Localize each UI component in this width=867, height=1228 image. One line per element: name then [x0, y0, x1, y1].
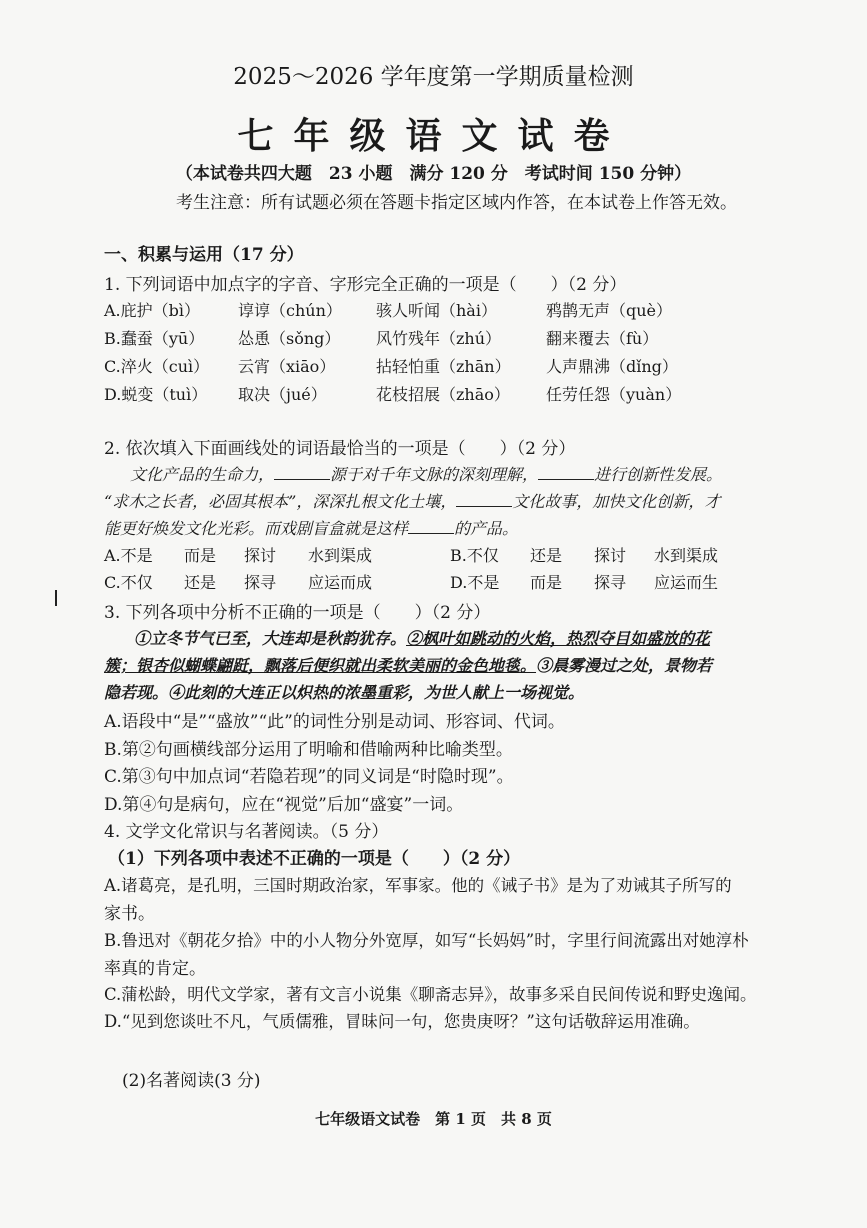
q1-b-1: B.蠢蚕（yū）	[104, 329, 205, 348]
blank-line	[538, 478, 594, 480]
q2-passage-line-3	[104, 516, 518, 539]
opt-word: C.不仅	[104, 573, 153, 592]
q2-text: 能更好焕发文化光彩。而戏剧盲盒就是这样	[104, 519, 409, 538]
q1-d-4: 任劳任怨（yuàn）	[546, 385, 682, 404]
opt-word: D.不是	[450, 573, 500, 592]
q1-d-2: 取决（jué）	[238, 385, 327, 404]
blank-line	[408, 532, 454, 534]
q2-text: 文化产品的生命力，	[130, 465, 275, 484]
section-1-title: 一、积累与运用（17 分）	[104, 245, 304, 265]
q4-option-c: C.蒲松龄，明代文学家，著有文言小说集《聊斋志异》，故事多采自民间传说和野史逸闻。	[104, 985, 757, 1004]
q1-c-3: 拈轻怕重（zhān）	[376, 357, 511, 376]
q1-b-3: 风竹残年（zhú）	[376, 329, 502, 348]
q2-text: “求木之长者，必固其根本”，深深扎根文化土壤，	[104, 492, 457, 511]
q1-b-2: 怂恿（sǒng）	[238, 329, 341, 348]
q3-stem: 3. 下列各项中分析不正确的一项是（ ）（2 分）	[104, 603, 491, 623]
opt-word: 探讨	[594, 546, 627, 565]
q4-sub1-stem: （1）下列各项中表述不正确的一项是（ ）（2 分）	[108, 849, 521, 869]
opt-word: 应运而成	[308, 573, 373, 592]
exam-year-heading: 2025～2026 学年度第一学期质量检测	[233, 64, 634, 90]
q1-b-4: 翻来覆去（fù）	[546, 329, 659, 348]
q4-option-d: D.“见到您谈吐不凡，气质儒雅，冒昧问一句，您贵庚呀？”这句话敬辞运用准确。	[104, 1012, 700, 1031]
q3-option-a: A.语段中“是”“盛放”“此”的词性分别是动词、形容词、代词。	[104, 712, 565, 732]
opt-word: 水到渠成	[654, 546, 719, 565]
exam-info: （本试卷共四大题 23 小题 满分 120 分 考试时间 150 分钟）	[175, 164, 692, 184]
opt-word: 探寻	[594, 573, 627, 592]
opt-word: 还是	[184, 573, 217, 592]
q1-c-1: C.淬火（cuì）	[104, 357, 210, 376]
q3-option-d: D.第④句是病句，应在“视觉”后加“盛宴”一词。	[104, 795, 464, 815]
blank-line	[274, 478, 330, 480]
opt-word: 而是	[184, 546, 217, 565]
q1-stem: 1. 下列词语中加点字的字音、字形完全正确的一项是（ ）（2 分）	[104, 275, 627, 295]
q4-option-a-line-1: A.诸葛亮，是孔明，三国时期政治家，军事家。他的《诫子书》是为了劝诫其子所写的	[104, 876, 732, 895]
q1-a-1: A.庇护（bì）	[104, 301, 201, 320]
q2-text: 源于对千年文脉的深刻理解，	[330, 465, 539, 484]
blank-line	[456, 505, 512, 507]
q3-passage-line-2	[104, 653, 712, 676]
q1-a-3: 骇人听闻（hài）	[376, 301, 497, 320]
q4-option-b-line-2: 率真的肯定。	[104, 959, 206, 979]
q4-sub2-stem: (2)名著阅读(3 分)	[122, 1071, 261, 1091]
exam-title: 七年级语文试卷	[237, 115, 630, 157]
q4-option-b-line-1: B.鲁迅对《朝花夕拾》中的小人物分外宽厚，如写“长妈妈”时，字里行间流露出对她淳朴	[104, 931, 749, 950]
q2-text: 进行创新性发展。	[594, 465, 723, 484]
page-footer: 七年级语文试卷 第 1 页 共 8 页	[315, 1110, 552, 1128]
q3-underlined-text: ②枫叶如跳动的火焰，热烈夺目如盛放的花	[406, 629, 711, 648]
opt-word: 应运而生	[654, 573, 719, 592]
opt-word: 而是	[530, 573, 563, 592]
q2-passage-line-2	[104, 489, 720, 512]
q3-passage-line-1	[134, 626, 710, 649]
margin-mark	[55, 590, 57, 606]
q2-text: 文化故事，加快文化创新，才	[512, 492, 721, 511]
q3-option-b: B.第②句画横线部分运用了明喻和借喻两种比喻类型。	[104, 740, 513, 760]
q2-text: 的产品。	[454, 519, 519, 538]
q2-passage-line-1	[130, 462, 722, 485]
q3-text: ①立冬节气已至，大连却是秋韵犹存。	[134, 629, 407, 648]
opt-word: 水到渠成	[308, 546, 373, 565]
q3-option-c: C.第③句中加点词“若隐若现”的同义词是“时隐时现”。	[104, 767, 514, 787]
q3-passage-line-3: 隐若现。④此刻的大连正以炽热的浓墨重彩，为世人献上一场视觉。	[104, 683, 585, 702]
q4-option-a-line-2: 家书。	[104, 904, 155, 924]
exam-notice: 考生注意：所有试题必须在答题卡指定区域内作答，在本试卷上作答无效。	[176, 193, 737, 213]
q3-text: ③晨雾漫过之处，景物若	[536, 656, 713, 675]
opt-word: 探寻	[244, 573, 277, 592]
opt-word: 还是	[530, 546, 563, 565]
q1-a-2: 谆谆（chún）	[238, 301, 342, 320]
opt-word: A.不是	[104, 546, 153, 565]
q2-stem: 2. 依次填入下面画线处的词语最恰当的一项是（ ）（2 分）	[104, 439, 576, 459]
q1-d-1: D.蜕变（tuì）	[104, 385, 208, 404]
q1-c-2: 云宵（xiāo）	[238, 357, 336, 376]
q1-c-4: 人声鼎沸（dǐng）	[546, 357, 678, 376]
opt-word: 探讨	[244, 546, 277, 565]
q4-stem: 4. 文学文化常识与名著阅读。（5 分）	[104, 822, 389, 842]
q3-underlined-text: 簇；银杏似蝴蝶翩跹，飘落后便织就出柔软美丽的金色地毯。	[104, 656, 537, 675]
opt-word: B.不仅	[450, 546, 499, 565]
q1-a-4: 鸦鹊无声（què）	[546, 301, 673, 320]
q1-d-3: 花枝招展（zhāo）	[376, 385, 510, 404]
